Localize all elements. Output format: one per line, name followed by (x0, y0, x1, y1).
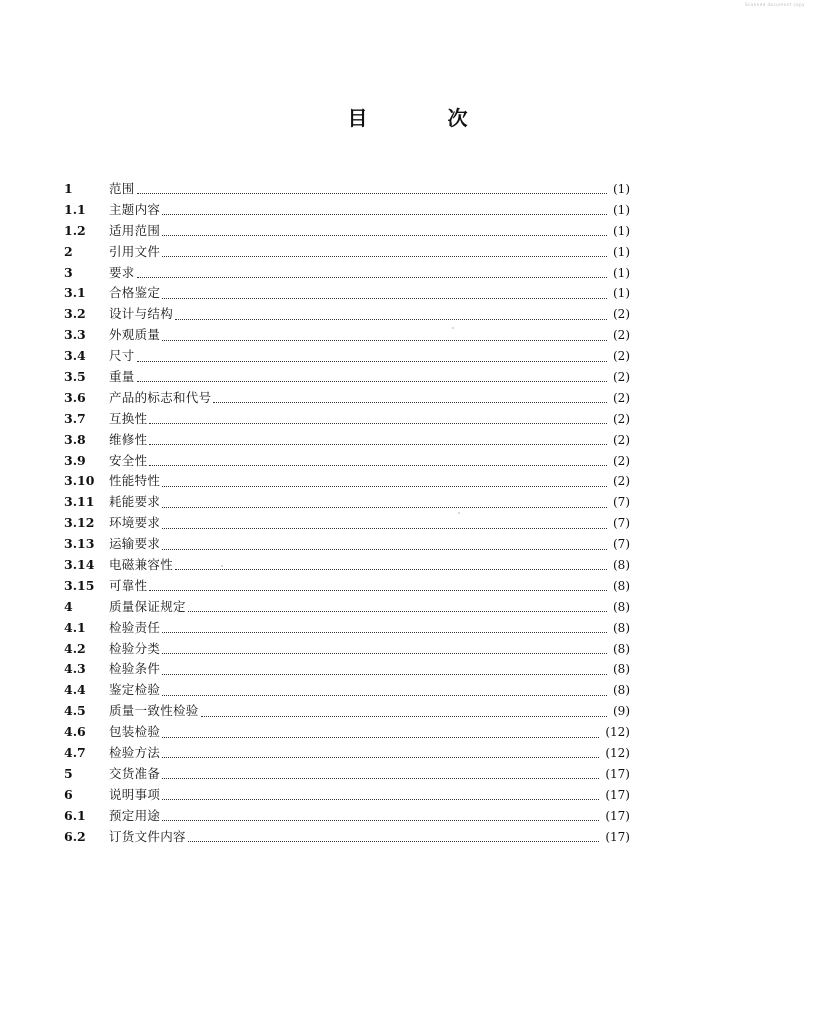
header-stamp: Scanned document copy (744, 2, 805, 7)
toc-entry-page: (8) (613, 620, 630, 635)
toc-entry-number: 1.2 (64, 222, 86, 238)
toc-entry-page: (8) (613, 662, 630, 677)
title-char-2: 次 (447, 106, 468, 130)
toc-entry-number: 1 (64, 181, 73, 196)
toc-entry-page: (12) (605, 746, 630, 761)
toc-dot-leader (162, 234, 607, 236)
toc-dot-leader (162, 297, 607, 299)
toc-entry-title: 设计与结构 (109, 306, 174, 322)
toc-entry-page: (2) (613, 349, 630, 364)
toc-entry-number: 3.3 (64, 327, 86, 343)
toc-entry[interactable] (64, 263, 630, 284)
toc-entry-title: 可靠性 (109, 577, 148, 593)
toc-entry-number: 4.6 (64, 724, 86, 740)
toc-entry[interactable] (64, 618, 630, 639)
toc-entry-number: 3.14 (64, 557, 95, 573)
toc-entry-page: (1) (613, 182, 630, 196)
toc-dot-leader (162, 506, 607, 508)
toc-entry-page: (9) (613, 704, 630, 719)
toc-entry[interactable] (64, 346, 630, 367)
toc-entry-number: 3.6 (64, 389, 86, 405)
toc-entry[interactable] (64, 597, 630, 618)
toc-entry-title: 运输要求 (109, 536, 161, 552)
toc-entry-number: 3.13 (64, 536, 95, 552)
toc-entry[interactable] (64, 534, 630, 555)
toc-dot-leader (213, 401, 607, 403)
toc-entry[interactable] (64, 283, 630, 304)
toc-entry-title: 预定用途 (109, 807, 161, 823)
toc-entry-number: 3.9 (64, 452, 86, 468)
toc-entry-number: 3.8 (64, 431, 86, 447)
toc-dot-leader (162, 255, 607, 257)
toc-entry-title: 主题内容 (109, 201, 161, 217)
toc-entry-page: (7) (613, 495, 630, 510)
toc-dot-leader (149, 422, 607, 424)
toc-entry[interactable] (64, 200, 630, 221)
toc-entry-number: 3.7 (64, 410, 86, 426)
toc-entry-page: (17) (605, 808, 630, 823)
toc-entry-number: 2 (64, 243, 73, 259)
toc-entry[interactable] (64, 388, 630, 409)
toc-dot-leader (175, 318, 607, 320)
toc-entry-page: (1) (613, 202, 630, 217)
toc-entry-number: 4.5 (64, 703, 86, 719)
toc-entry-title: 说明事项 (109, 786, 161, 802)
toc-entry[interactable] (64, 492, 630, 513)
toc-entry-title: 质量一致性检验 (109, 703, 199, 719)
toc-entry-title: 检验条件 (109, 661, 161, 677)
toc-entry[interactable] (64, 680, 630, 701)
toc-dot-leader (162, 339, 607, 341)
toc-entry-page: (12) (605, 725, 630, 740)
toc-entry-page: (1) (613, 265, 630, 280)
toc-dot-leader (162, 548, 607, 550)
toc-entry-number: 1.1 (64, 201, 86, 217)
toc-entry[interactable] (64, 242, 630, 263)
toc-entry-number: 5 (64, 765, 73, 781)
toc-entry-number: 3.1 (64, 285, 86, 301)
toc-entry-title: 范围 (109, 181, 135, 196)
toc-entry[interactable] (64, 221, 630, 242)
toc-dot-leader (162, 736, 599, 738)
toc-entry-title: 环境要求 (109, 515, 161, 531)
toc-entry[interactable] (64, 367, 630, 388)
toc-entry[interactable] (64, 451, 630, 472)
toc-entry-title: 检验分类 (109, 640, 161, 656)
toc-entry-page: (2) (613, 328, 630, 343)
toc-entry-number: 6.2 (64, 828, 86, 844)
toc-entry[interactable] (64, 325, 630, 346)
toc-entry[interactable] (64, 576, 630, 597)
toc-dot-leader (162, 756, 599, 758)
toc-dot-leader (149, 443, 607, 445)
toc-entry-title: 交货准备 (109, 765, 161, 781)
toc-entry-title: 适用范围 (109, 222, 161, 238)
toc-entry[interactable] (64, 409, 630, 430)
toc-entry-page: (1) (613, 244, 630, 259)
toc-entry[interactable] (64, 785, 630, 806)
toc-entry[interactable] (64, 743, 630, 764)
toc-entry-title: 产品的标志和代号 (109, 389, 212, 405)
toc-entry-title: 要求 (109, 264, 135, 280)
toc-entry-page: (2) (613, 390, 630, 405)
toc-entry-title: 耗能要求 (109, 494, 161, 510)
toc-entry-title: 检验方法 (109, 745, 161, 761)
toc-entry-number: 3.5 (64, 369, 86, 385)
toc-entry-number: 3.12 (64, 515, 95, 531)
toc-entry-title: 包装检验 (109, 724, 161, 740)
toc-entry-title: 重量 (109, 369, 135, 385)
toc-dot-leader (162, 652, 607, 654)
toc-entry-title: 电磁兼容性 (109, 557, 174, 573)
toc-dot-leader (137, 192, 607, 194)
toc-dot-leader (175, 568, 607, 570)
toc-entry-title: 合格鉴定 (109, 285, 161, 301)
toc-dot-leader (137, 380, 607, 382)
toc-entry-title: 引用文件 (109, 243, 161, 259)
toc-entry-number: 3.10 (64, 473, 95, 489)
toc-dot-leader (137, 360, 607, 362)
toc-entry[interactable] (64, 555, 630, 576)
toc-dot-leader (149, 589, 607, 591)
scan-speck (452, 327, 454, 329)
toc-entry[interactable] (64, 430, 630, 451)
toc-entry[interactable] (64, 659, 630, 680)
toc-dot-leader (162, 819, 599, 821)
toc-dot-leader (201, 715, 607, 717)
toc-entry-number: 6.1 (64, 807, 86, 823)
toc-entry-title: 互换性 (109, 410, 148, 426)
toc-dot-leader (162, 213, 607, 215)
toc-entry[interactable] (64, 764, 630, 785)
toc-entry[interactable] (64, 827, 630, 848)
toc-entry[interactable] (64, 722, 630, 743)
toc-entry-page: (2) (613, 370, 630, 385)
toc-entry-title: 鉴定检验 (109, 682, 161, 698)
toc-entry-title: 外观质量 (109, 327, 161, 343)
toc-dot-leader (162, 694, 607, 696)
toc-dot-leader (162, 527, 607, 529)
table-of-contents (64, 179, 630, 848)
toc-dot-leader (162, 485, 607, 487)
toc-dot-leader (149, 464, 607, 466)
title-char-1: 目 (347, 106, 368, 130)
toc-entry-page: (17) (605, 766, 630, 781)
toc-dot-leader (162, 631, 607, 633)
toc-entry-title: 维修性 (109, 431, 148, 447)
toc-entry-page: (8) (613, 683, 630, 698)
toc-entry-number: 4 (64, 598, 73, 614)
toc-entry-page: (2) (613, 307, 630, 322)
page-title (0, 102, 815, 131)
toc-entry-page: (2) (613, 453, 630, 468)
toc-entry-number: 4.1 (64, 619, 86, 635)
toc-entry-page: (17) (605, 787, 630, 802)
toc-entry-number: 3.11 (64, 494, 95, 510)
toc-entry-page: (7) (613, 516, 630, 531)
toc-entry-page: (1) (613, 286, 630, 301)
toc-entry-page: (8) (613, 641, 630, 656)
toc-dot-leader (188, 610, 607, 612)
toc-entry[interactable] (64, 701, 630, 722)
toc-entry-number: 3.2 (64, 306, 86, 322)
toc-entry-title: 性能特性 (109, 473, 161, 489)
toc-dot-leader (137, 276, 607, 278)
toc-entry-title: 安全性 (109, 452, 148, 468)
toc-entry-page: (8) (613, 599, 630, 614)
toc-entry-title: 质量保证规定 (109, 598, 186, 614)
toc-entry-number: 3 (64, 264, 73, 280)
toc-entry-page: (8) (613, 558, 630, 573)
toc-entry-number: 3.4 (64, 348, 86, 364)
toc-entry-number: 6 (64, 786, 73, 802)
toc-entry-title: 订货文件内容 (109, 828, 186, 844)
toc-entry[interactable] (64, 806, 630, 827)
toc-entry-page: (17) (605, 829, 630, 844)
toc-dot-leader (188, 840, 600, 842)
toc-entry-page: (2) (613, 474, 630, 489)
toc-dot-leader (162, 673, 607, 675)
toc-entry-number: 4.7 (64, 745, 86, 761)
toc-entry[interactable] (64, 513, 630, 534)
toc-entry-page: (7) (613, 537, 630, 552)
scan-speck (221, 565, 223, 567)
toc-dot-leader (162, 798, 599, 800)
toc-entry-title: 尺寸 (109, 348, 135, 364)
toc-entry[interactable] (64, 304, 630, 325)
toc-entry-number: 4.3 (64, 661, 86, 677)
toc-entry-title: 检验责任 (109, 619, 161, 635)
toc-entry-number: 4.2 (64, 640, 86, 656)
toc-entry-page: (1) (613, 223, 630, 238)
toc-entry-page: (2) (613, 432, 630, 447)
toc-entry[interactable] (64, 471, 630, 492)
toc-entry-page: (2) (613, 411, 630, 426)
toc-entry[interactable] (64, 179, 630, 200)
scan-speck (458, 512, 460, 514)
toc-entry-page: (8) (613, 578, 630, 593)
toc-dot-leader (162, 777, 599, 779)
toc-entry-number: 4.4 (64, 682, 86, 698)
toc-entry[interactable] (64, 639, 630, 660)
toc-entry-number: 3.15 (64, 577, 95, 593)
